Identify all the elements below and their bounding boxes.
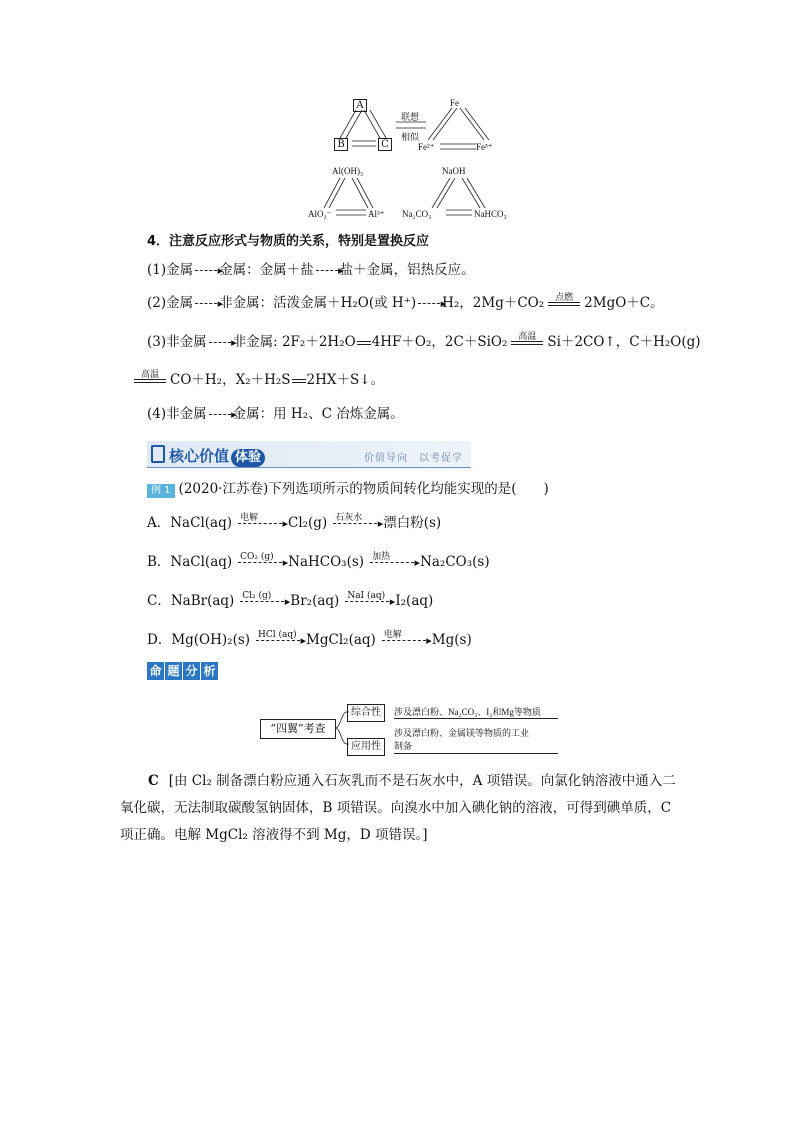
node-fe: Fe [450,98,459,108]
badge-char: 析 [201,662,218,680]
text: CO＋H₂，X₂＋H₂S [170,372,291,388]
text: (3)非金属 [147,334,207,350]
conversion-arrow [238,552,282,563]
answer-text: [由 Cl₂ 制备漂白粉应通入石灰乳而不是石灰水中，A 项错误。向氯化钠溶液中通入二氧化碳，无法制取碳酸氢钠固体，B 项错误。向溴水中加入碘化钠的溶液，可得到碘单质，C 项正确。电解 MgCl₂ 溶液得不到 Mg，D 项错误。] [120,773,676,843]
four-wings-box: “四翼”考查 [260,719,336,739]
answer-letter: C [148,773,159,789]
option-b[interactable] [147,553,490,571]
option-label: C．NaBr(aq) [147,593,235,609]
dashed-arrow [209,414,231,415]
badge-char: 题 [165,662,182,680]
option-product: Mg(s) [431,632,472,648]
conversion-arrow [333,513,377,524]
condition-label: 高温 [518,331,537,342]
text: Si＋2CO↑，C＋H₂O(g) [547,334,701,350]
text: 金属：金属＋盐 [219,262,314,278]
arrow-condition: 加热 [372,552,391,562]
option-d[interactable] [147,631,472,649]
core-value-banner [147,441,471,468]
text: (4)非金属 [147,406,207,422]
text: 金属：用 H₂、C 冶炼金属。 [232,406,404,422]
option-label: A．NaCl(aq) [147,515,232,531]
analysis-badge [147,662,218,680]
book-icon [151,445,165,463]
dashed-arrow [195,303,217,304]
arrow-condition: 石灰水 [335,513,363,523]
comprehensive-box: 综合性 [347,704,385,722]
arrow-condition: CO₂ (g) [240,552,274,562]
option-c[interactable] [147,592,433,610]
option-label: B．NaCl(aq) [147,554,233,570]
arrow-condition: HCl (aq) [258,630,297,640]
arrow-condition: 电解 [383,630,402,640]
rule-metal-metal [147,261,475,279]
text: 4HF＋O₂，2C＋SiO₂ [371,334,508,350]
dashed-arrow [316,270,338,271]
dashed-arrow [418,303,440,304]
arrow-condition: NaI (aq) [347,591,386,601]
node-aloh3: Al(OH)₃ [332,166,364,176]
badge-char: 分 [183,662,200,680]
conversion-arrow [256,630,300,641]
dashed-arrow [209,342,231,343]
condition-label: 点燃 [555,292,574,303]
option-product: Na₂CO₃(s) [420,554,490,570]
badge-char: 命 [147,662,164,680]
conversion-arrow [345,591,389,602]
option-intermediate: Br₂(aq) [290,593,340,609]
banner-badge: 体验 [231,449,265,467]
example-question: (2020·江苏卷)下列选项所示的物质间转化均能实现的是( ) [178,481,549,497]
text: H₂，2Mg＋CO₂ [442,295,545,311]
rule-metal-nonmetal [147,294,664,312]
label-similar: 相似 [401,132,420,142]
label-associate: 联想 [401,112,420,122]
node-al3: Al³⁺ [368,209,385,219]
option-product: 漂白粉(s) [383,515,442,531]
node-nahco3: NaHCO₃ [474,209,507,219]
example-stem [147,480,549,498]
conversion-diagram [300,96,530,226]
application-desc [394,727,558,754]
node-alo2: AlO₂⁻ [308,209,332,219]
arrow-condition: 电解 [239,513,258,523]
example-badge: 例 1 [147,484,175,498]
text: 非金属: 2F₂＋2H₂O [232,334,356,350]
text: 盐＋金属，铝热反应。 [339,262,475,278]
conversion-arrow [240,591,284,602]
condition-label: 高温 [140,369,159,380]
analysis-diagram [260,700,560,758]
text: 2HX＋S↓。 [306,372,385,388]
equals-sign [357,341,371,345]
node-fe3: Fe³⁺ [476,142,493,152]
dashed-arrow [195,270,217,271]
node-c: C [378,138,392,151]
option-intermediate: MgCl₂(aq) [306,632,376,648]
conversion-arrow [382,630,426,641]
text: (1)金属 [147,262,194,278]
condition-equals [134,369,166,383]
application-desc-line2: 制备 [394,741,413,751]
arrow-condition: Cl₂ (g) [242,591,272,601]
node-a: A [353,99,367,112]
node-naoh: NaOH [442,166,466,176]
application-box: 应用性 [347,738,385,756]
comprehensive-desc: 涉及漂白粉、Na₂CO₃、I₂和Mg等物质 [394,705,558,719]
node-na2co3: Na₂CO₃ [402,209,432,219]
rule-nonmetal-nonmetal [147,333,701,351]
conversion-arrow [238,513,282,524]
option-intermediate: Cl₂(g) [287,515,328,531]
text: (2)金属 [147,295,194,311]
banner-title-text: 核心价值 [169,447,230,465]
option-product: I₂(aq) [395,593,434,609]
option-label: D．Mg(OH)₂(s) [147,632,251,648]
section4-heading: 4．注意反应形式与物质的关系，特别是置换反应 [147,234,430,249]
text: 2MgO＋C。 [584,295,664,311]
option-intermediate: NaHCO₃(s) [288,554,365,570]
option-a[interactable] [147,514,441,532]
node-fe2: Fe²⁺ [418,142,435,152]
answer-explanation [120,768,680,849]
conversion-arrow [370,552,414,563]
condition-equals [548,292,580,306]
rule-nonmetal-metal [147,405,404,423]
banner-subtitle: 价值导向 以考促学 [364,453,463,464]
application-desc-line1: 涉及漂白粉、金属镁等物质的工业 [394,728,530,738]
text: 非金属：活泼金属＋H₂O(或 H⁺) [219,295,417,311]
condition-equals [511,331,543,345]
banner-title [169,445,265,467]
equals-sign [292,379,306,383]
node-b: B [334,138,348,151]
rule-continued [130,371,384,389]
